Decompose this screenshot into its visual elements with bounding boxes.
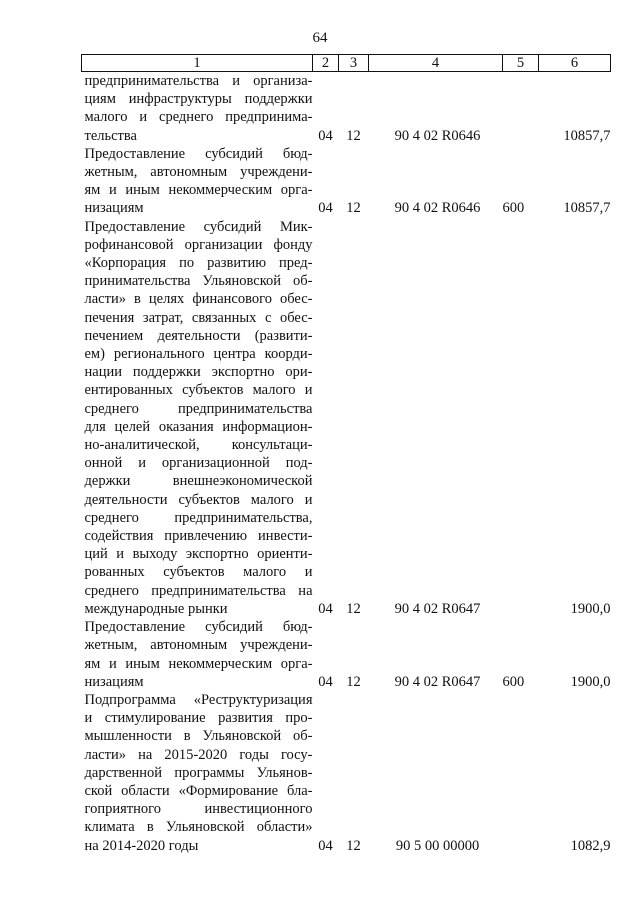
table-row: [82, 691, 611, 855]
description-line: ской области «Формирование бла-: [84, 782, 313, 799]
table-row: [82, 72, 611, 145]
table-row: [82, 145, 611, 218]
target-article-code: 90 4 02 R0647: [394, 600, 481, 617]
expense-type-code: [503, 72, 539, 145]
description-line: держки внешнеэкономической: [84, 473, 313, 490]
description-line: на 2014-2020 годы: [84, 837, 199, 854]
table-body: [82, 72, 611, 855]
column-header: 4: [369, 55, 503, 72]
column-header: 2: [313, 55, 339, 72]
section-code: 04: [318, 127, 333, 144]
expense-type-code: [503, 691, 539, 855]
column-header: 1: [82, 55, 313, 72]
amount-value: 10857,7: [563, 127, 611, 144]
amount-value: 1900,0: [570, 673, 611, 690]
description-line: Предоставление субсидий бюд-: [84, 145, 313, 162]
section-code: 04: [318, 673, 333, 690]
target-article-code: 90 4 02 R0646: [394, 127, 481, 144]
subsection-code: 12: [346, 673, 361, 690]
row-description: [82, 691, 313, 855]
description-line: гоприятного инвестиционного: [84, 801, 313, 818]
description-line: малого и среднего предпринима-: [84, 109, 313, 126]
description-line: Предоставление субсидий бюд-: [84, 619, 313, 636]
table-row: [82, 218, 611, 618]
description-line: жетным, автономным учреждени-: [84, 637, 313, 654]
description-line: низациям: [84, 200, 144, 217]
section-code: 04: [318, 600, 333, 617]
description-line: среднего предпринимательства: [84, 400, 313, 417]
description-line: ем) регионального центра коорди-: [84, 346, 313, 363]
expense-type-code: 600: [502, 673, 525, 690]
column-header: 6: [539, 55, 611, 72]
description-line: циям инфраструктуры поддержки: [84, 91, 313, 108]
row-description: [82, 72, 313, 145]
row-description: [82, 218, 313, 618]
description-line: ентированных субъектов малого и: [84, 382, 313, 399]
target-article-code: 90 4 02 R0647: [394, 673, 481, 690]
description-line: ласти» на 2015-2020 годы госу-: [84, 746, 313, 763]
row-description: [82, 145, 313, 218]
description-line: Подпрограмма «Реструктуризация: [84, 691, 313, 708]
description-line: рованных субъектов малого и: [84, 564, 313, 581]
table-header-row: [82, 55, 611, 72]
description-line: для целей оказания информацион-: [84, 418, 313, 435]
description-line: ций и выходу экспортно ориенти-: [84, 546, 313, 563]
description-line: ласти» в целях финансового обес-: [84, 291, 313, 308]
description-line: рофинансовой организации фонду: [84, 236, 313, 253]
expense-type-code: [503, 218, 539, 618]
description-line: жетным, автономным учреждени-: [84, 164, 313, 181]
description-line: но-аналитической, консультаци-: [84, 437, 313, 454]
budget-table: [81, 54, 611, 855]
description-line: мышленности в Ульяновской об-: [84, 728, 313, 745]
description-line: печения затрат, связанных с обес-: [84, 309, 313, 326]
description-line: среднего предпринимательства,: [84, 509, 313, 526]
description-line: принимательства Ульяновской об-: [84, 273, 313, 290]
description-line: предпринимательства и организа-: [84, 73, 313, 89]
description-line: низациям: [84, 673, 144, 690]
column-header: 5: [503, 55, 539, 72]
description-line: Предоставление субсидий Мик-: [84, 218, 313, 235]
subsection-code: 12: [346, 600, 361, 617]
amount-value: 1082,9: [570, 837, 611, 854]
row-description: [82, 618, 313, 691]
description-line: ям и иным некоммерческим орга-: [84, 655, 313, 672]
expense-type-code: 600: [502, 200, 525, 217]
amount-value: 10857,7: [563, 200, 611, 217]
table-row: [82, 618, 611, 691]
description-line: и стимулирование развития про-: [84, 710, 313, 727]
subsection-code: 12: [346, 837, 361, 854]
description-line: содействия привлечению инвести-: [84, 528, 313, 545]
target-article-code: 90 5 00 00000: [395, 837, 480, 854]
description-line: тельства: [84, 127, 137, 144]
description-line: «Корпорация по развитию пред-: [84, 255, 313, 272]
amount-value: 1900,0: [570, 600, 611, 617]
description-line: ям и иным некоммерческим орга-: [84, 182, 313, 199]
description-line: онной и организационной под-: [84, 455, 313, 472]
description-line: нации поддержки экспортно ори-: [84, 364, 313, 381]
description-line: дарственной программы Ульянов-: [84, 764, 313, 781]
column-header: 3: [339, 55, 369, 72]
subsection-code: 12: [346, 127, 361, 144]
description-line: деятельности субъектов малого и: [84, 491, 313, 508]
subsection-code: 12: [346, 200, 361, 217]
target-article-code: 90 4 02 R0646: [394, 200, 481, 217]
section-code: 04: [318, 837, 333, 854]
description-line: климата в Ульяновской области»: [84, 819, 313, 836]
description-line: международные рынки: [84, 600, 228, 617]
section-code: 04: [318, 200, 333, 217]
description-line: среднего предпринимательства на: [84, 582, 313, 599]
description-line: печением деятельности (развити-: [84, 327, 313, 344]
page-number: 64: [312, 30, 328, 46]
